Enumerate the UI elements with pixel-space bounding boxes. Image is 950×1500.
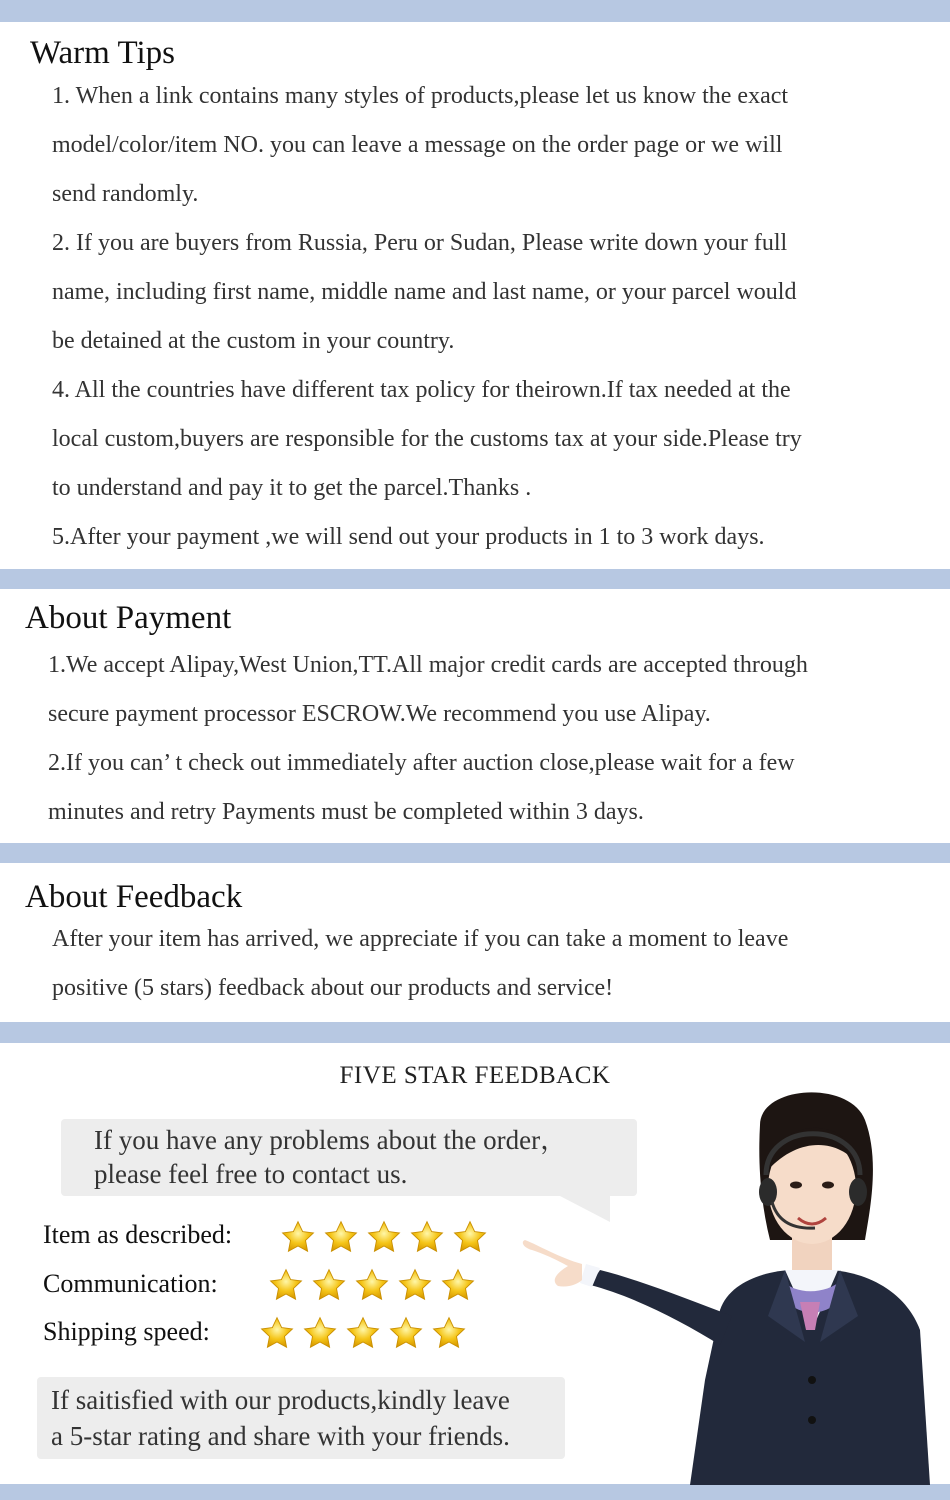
- star-icon: [409, 1219, 452, 1260]
- rating-label-shipping-speed: Shipping speed:: [43, 1317, 210, 1346]
- five-star-feedback-title: FIVE STAR FEEDBACK: [339, 1062, 611, 1089]
- about-payment-text: [48, 641, 808, 837]
- warm-tips-line: 2. If you are buyers from Russia, Peru or Sudan, Please write down your full: [52, 230, 788, 256]
- bubble-line: If you have any problems about the order，: [94, 1125, 568, 1155]
- warm-tips-line: 5.After your payment ,we will send out your products in 1 to 3 work days.: [52, 524, 765, 550]
- top-divider-band: [0, 0, 950, 22]
- star-icon: [268, 1267, 311, 1308]
- warm-tips-text: [52, 72, 802, 562]
- about-payment-heading: About Payment: [25, 600, 232, 636]
- bottom-divider-band: [0, 1484, 950, 1500]
- about-feedback-heading: About Feedback: [25, 879, 243, 915]
- star-icon: [354, 1267, 397, 1308]
- warm-tips-line: be detained at the custom in your country.: [52, 328, 455, 354]
- star-icon: [397, 1267, 440, 1308]
- warm-tips-line: local custom,buyers are responsible for the customs tax at your side.Please try: [52, 426, 802, 452]
- star-icon: [366, 1219, 409, 1260]
- feedback-line: positive (5 stars) feedback about our products and service!: [52, 975, 614, 1001]
- contact-bubble-text: [94, 1123, 567, 1191]
- payment-line: 2.If you can’ t check out immediately after auction close,please wait for a few: [48, 750, 795, 776]
- star-icon: [323, 1219, 366, 1260]
- star-icon: [311, 1267, 354, 1308]
- star-icon: [452, 1219, 495, 1260]
- star-icon: [388, 1315, 431, 1356]
- payment-line: 1.We accept Alipay,West Union,TT.All major credit cards are accepted through: [48, 652, 808, 678]
- note-line: a 5-star rating and share with your friends.: [51, 1421, 510, 1451]
- rating-stars-communication: [268, 1267, 483, 1303]
- rating-request-text: [51, 1382, 510, 1454]
- divider-band: [0, 1022, 950, 1043]
- rating-label-item-as-described: Item as described:: [43, 1220, 233, 1249]
- warm-tips-heading: Warm Tips: [30, 35, 175, 71]
- payment-line: secure payment processor ESCROW.We recommend you use Alipay.: [48, 701, 711, 727]
- about-feedback-text: [52, 915, 788, 1013]
- warm-tips-line: name, including first name, middle name and last name, or your parcel would: [52, 279, 797, 305]
- star-icon: [345, 1315, 388, 1356]
- star-icon: [302, 1315, 345, 1356]
- feedback-line: After your item has arrived, we appreciate if you can take a moment to leave: [52, 926, 789, 952]
- star-icon: [440, 1267, 483, 1308]
- divider-band: [0, 569, 950, 589]
- rating-label-communication: Communication:: [43, 1269, 218, 1298]
- rating-stars-item-as-described: [280, 1219, 495, 1255]
- warm-tips-line: to understand and pay it to get the parcel.Thanks .: [52, 475, 532, 501]
- payment-line: minutes and retry Payments must be completed within 3 days.: [48, 799, 644, 825]
- warm-tips-line: 4. All the countries have different tax policy for theirown.If tax needed at the: [52, 377, 791, 403]
- warm-tips-line: model/color/item NO. you can leave a message on the order page or we will: [52, 132, 783, 158]
- divider-band: [0, 843, 950, 863]
- star-icon: [431, 1315, 474, 1356]
- warm-tips-line: 1. When a link contains many styles of products,please let us know the exact: [52, 83, 789, 109]
- bubble-line: please feel free to contact us.: [94, 1159, 408, 1189]
- star-icon: [280, 1219, 323, 1260]
- rating-stars-shipping-speed: [259, 1315, 474, 1351]
- note-line: If saitisfied with our products,kindly leave: [51, 1385, 510, 1415]
- customer-service-agent-illustration: [520, 1080, 940, 1485]
- star-icon: [259, 1315, 302, 1356]
- warm-tips-line: send randomly.: [52, 181, 199, 207]
